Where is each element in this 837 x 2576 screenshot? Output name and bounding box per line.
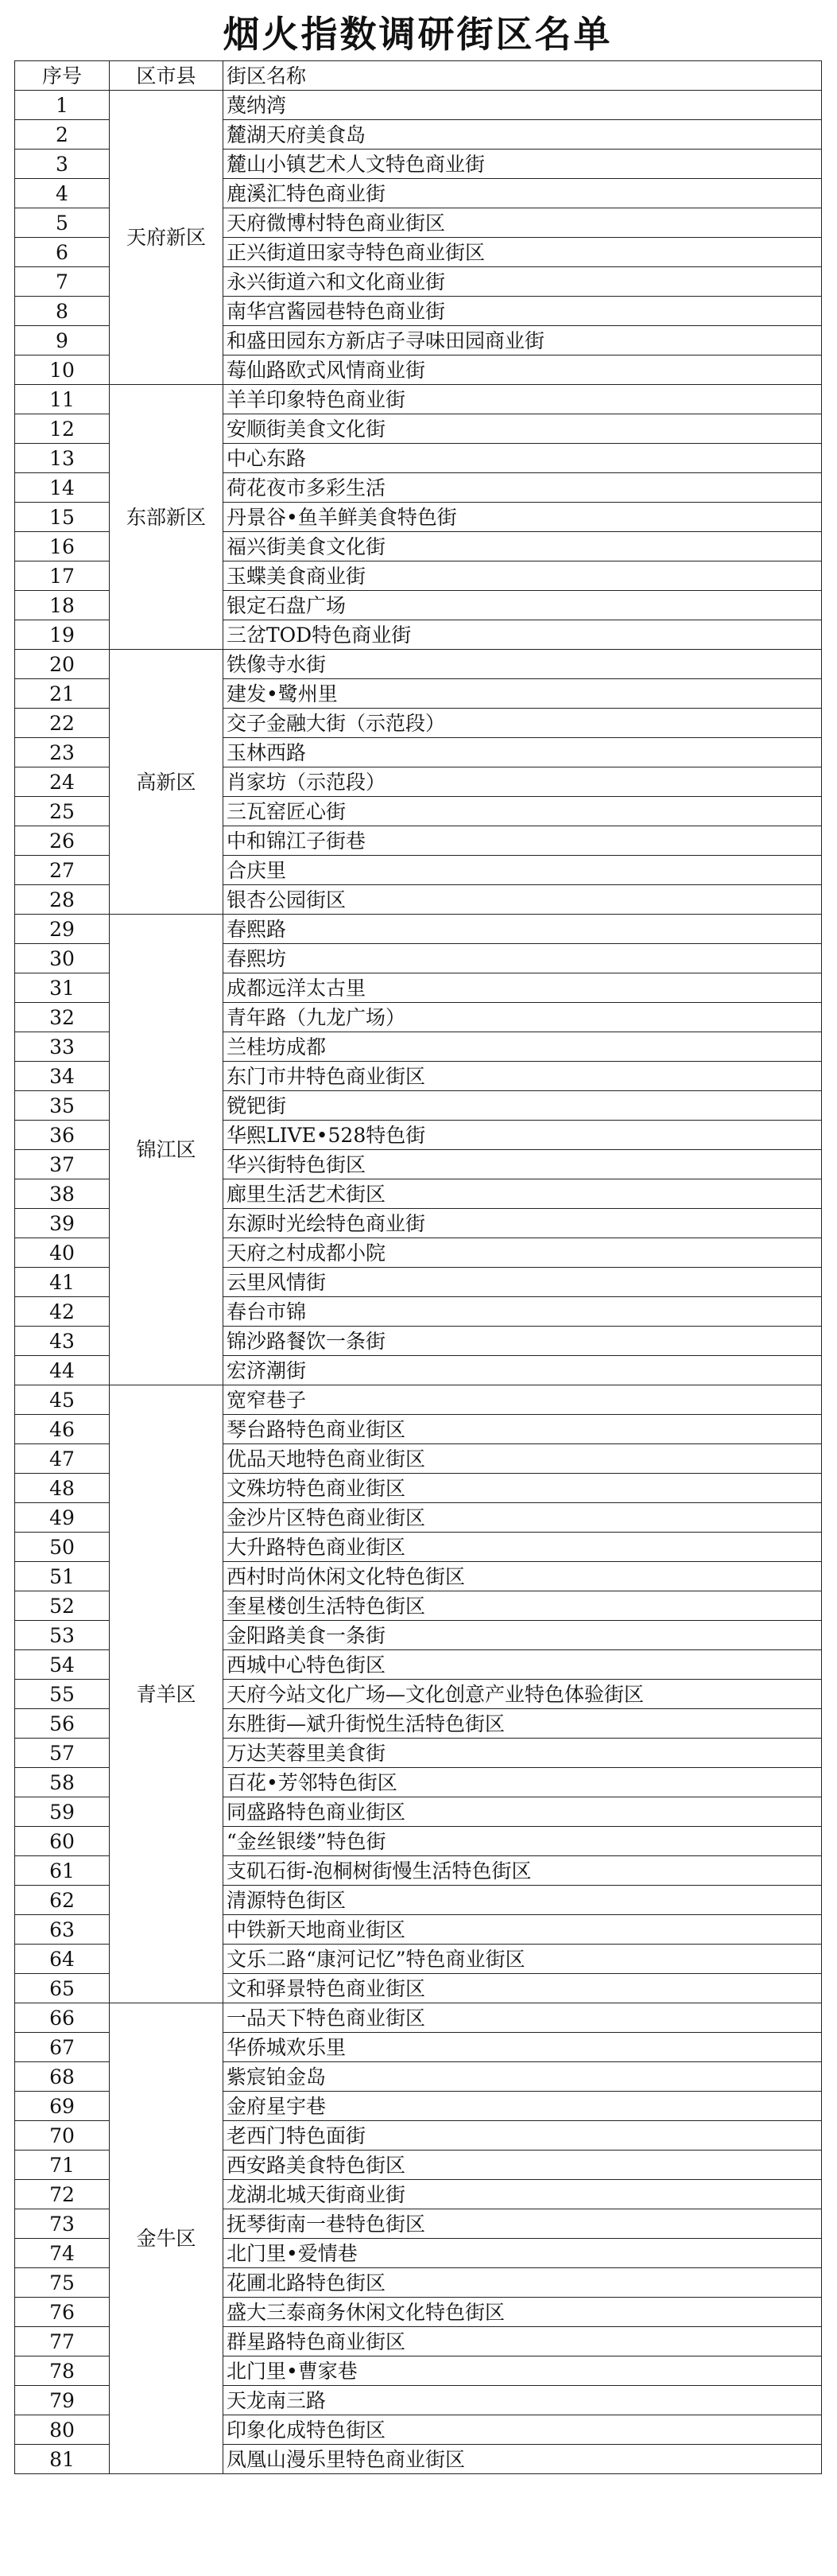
street-name-cell: 成都远洋太古里 <box>223 973 822 1003</box>
street-name-cell: 南华宫酱园巷特色商业街 <box>223 297 822 326</box>
serial-number-cell: 25 <box>15 797 110 826</box>
serial-number-cell: 72 <box>15 2180 110 2209</box>
serial-number-cell: 54 <box>15 1650 110 1680</box>
serial-number-cell: 46 <box>15 1415 110 1444</box>
street-name-cell: 天龙南三路 <box>223 2386 822 2415</box>
street-name-cell: 华兴街特色街区 <box>223 1150 822 1179</box>
street-list-table <box>14 60 822 2474</box>
serial-number-cell: 30 <box>15 944 110 973</box>
street-name-cell: 建发•鹭州里 <box>223 679 822 709</box>
street-name-cell: 东胜街—斌升街悦生活特色街区 <box>223 1709 822 1739</box>
serial-number-cell: 60 <box>15 1827 110 1856</box>
district-cell: 金牛区 <box>110 2003 223 2474</box>
street-name-cell: 天府之村成都小院 <box>223 1238 822 1268</box>
street-name-cell: 龙湖北城天街商业街 <box>223 2180 822 2209</box>
serial-number-cell: 69 <box>15 2092 110 2121</box>
serial-number-cell: 77 <box>15 2327 110 2356</box>
street-name-cell: 铁像寺水街 <box>223 650 822 679</box>
serial-number-cell: 63 <box>15 1915 110 1945</box>
street-name-cell: 春台市锦 <box>223 1297 822 1327</box>
street-name-cell: 蔑纳湾 <box>223 91 822 120</box>
street-name-cell: 永兴街道六和文化商业街 <box>223 267 822 297</box>
serial-number-cell: 39 <box>15 1209 110 1238</box>
table-row <box>15 650 822 679</box>
district-cell: 高新区 <box>110 650 223 915</box>
serial-number-cell: 23 <box>15 738 110 767</box>
serial-number-cell: 13 <box>15 444 110 473</box>
street-name-cell: 镋钯街 <box>223 1091 822 1121</box>
street-name-cell: 天府今站文化广场—文化创意产业特色体验街区 <box>223 1680 822 1709</box>
street-name-cell: 盛大三泰商务休闲文化特色街区 <box>223 2298 822 2327</box>
serial-number-cell: 80 <box>15 2415 110 2445</box>
district-cell: 东部新区 <box>110 385 223 650</box>
serial-number-cell: 6 <box>15 238 110 267</box>
serial-number-cell: 61 <box>15 1856 110 1886</box>
page-title: 烟火指数调研街区名单 <box>223 13 613 56</box>
serial-number-cell: 38 <box>15 1179 110 1209</box>
serial-number-cell: 33 <box>15 1032 110 1062</box>
header-street-name: 街区名称 <box>223 61 822 91</box>
serial-number-cell: 59 <box>15 1797 110 1827</box>
street-name-cell: 麓湖天府美食岛 <box>223 120 822 150</box>
street-name-cell: 大升路特色商业街区 <box>223 1533 822 1562</box>
district-cell: 青羊区 <box>110 1385 223 2003</box>
header-serial-number: 序号 <box>15 61 110 91</box>
serial-number-cell: 57 <box>15 1739 110 1768</box>
serial-number-cell: 45 <box>15 1385 110 1415</box>
serial-number-cell: 62 <box>15 1886 110 1915</box>
serial-number-cell: 35 <box>15 1091 110 1121</box>
street-name-cell: 抚琴街南一巷特色街区 <box>223 2209 822 2239</box>
street-name-cell: 鹿溪汇特色商业街 <box>223 179 822 208</box>
serial-number-cell: 75 <box>15 2268 110 2298</box>
street-name-cell: 琴台路特色商业街区 <box>223 1415 822 1444</box>
serial-number-cell: 65 <box>15 1974 110 2003</box>
street-name-cell: 莓仙路欧式风情商业街 <box>223 356 822 385</box>
street-name-cell: 中心东路 <box>223 444 822 473</box>
serial-number-cell: 15 <box>15 503 110 532</box>
street-name-cell: 清源特色街区 <box>223 1886 822 1915</box>
serial-number-cell: 20 <box>15 650 110 679</box>
street-name-cell: 花圃北路特色街区 <box>223 2268 822 2298</box>
street-name-cell: 荷花夜市多彩生活 <box>223 473 822 503</box>
serial-number-cell: 10 <box>15 356 110 385</box>
serial-number-cell: 24 <box>15 767 110 797</box>
serial-number-cell: 53 <box>15 1621 110 1650</box>
street-name-cell: 廊里生活艺术街区 <box>223 1179 822 1209</box>
serial-number-cell: 52 <box>15 1591 110 1621</box>
serial-number-cell: 34 <box>15 1062 110 1091</box>
serial-number-cell: 70 <box>15 2121 110 2151</box>
street-name-cell: 东门市井特色商业街区 <box>223 1062 822 1091</box>
street-name-cell: 银杏公园街区 <box>223 885 822 915</box>
street-name-cell: 羊羊印象特色商业街 <box>223 385 822 414</box>
serial-number-cell: 50 <box>15 1533 110 1562</box>
serial-number-cell: 4 <box>15 179 110 208</box>
street-name-cell: 东源时光绘特色商业街 <box>223 1209 822 1238</box>
serial-number-cell: 36 <box>15 1121 110 1150</box>
street-name-cell: 万达芙蓉里美食街 <box>223 1739 822 1768</box>
street-name-cell: 肖家坊（示范段） <box>223 767 822 797</box>
district-cell: 锦江区 <box>110 915 223 1385</box>
street-name-cell: 兰桂坊成都 <box>223 1032 822 1062</box>
table-row <box>15 1385 822 1415</box>
serial-number-cell: 16 <box>15 532 110 561</box>
street-name-cell: 三岔TOD特色商业街 <box>223 620 822 650</box>
serial-number-cell: 1 <box>15 91 110 120</box>
serial-number-cell: 5 <box>15 208 110 238</box>
street-name-cell: 印象化成特色街区 <box>223 2415 822 2445</box>
serial-number-cell: 76 <box>15 2298 110 2327</box>
serial-number-cell: 79 <box>15 2386 110 2415</box>
street-name-cell: 文和驿景特色商业街区 <box>223 1974 822 2003</box>
street-name-cell: 春熙坊 <box>223 944 822 973</box>
serial-number-cell: 41 <box>15 1268 110 1297</box>
street-name-cell: 文殊坊特色商业街区 <box>223 1474 822 1503</box>
serial-number-cell: 21 <box>15 679 110 709</box>
street-name-cell: 青年路（九龙广场） <box>223 1003 822 1032</box>
street-name-cell: 优品天地特色商业街区 <box>223 1444 822 1474</box>
serial-number-cell: 8 <box>15 297 110 326</box>
serial-number-cell: 74 <box>15 2239 110 2268</box>
serial-number-cell: 67 <box>15 2033 110 2062</box>
street-name-cell: 金沙片区特色商业街区 <box>223 1503 822 1533</box>
serial-number-cell: 42 <box>15 1297 110 1327</box>
table-header-row <box>15 61 822 91</box>
serial-number-cell: 29 <box>15 915 110 944</box>
street-name-cell: 中铁新天地商业街区 <box>223 1915 822 1945</box>
street-name-cell: 金府星宇巷 <box>223 2092 822 2121</box>
serial-number-cell: 31 <box>15 973 110 1003</box>
street-name-cell: 三瓦窑匠心街 <box>223 797 822 826</box>
serial-number-cell: 7 <box>15 267 110 297</box>
serial-number-cell: 44 <box>15 1356 110 1385</box>
serial-number-cell: 56 <box>15 1709 110 1739</box>
street-name-cell: 银定石盘广场 <box>223 591 822 620</box>
serial-number-cell: 32 <box>15 1003 110 1032</box>
street-name-cell: 玉林西路 <box>223 738 822 767</box>
table-row <box>15 91 822 120</box>
street-name-cell: 中和锦江子街巷 <box>223 826 822 856</box>
street-name-cell: 和盛田园东方新店子寻味田园商业街 <box>223 326 822 356</box>
street-name-cell: 文乐二路“康河记忆”特色商业街区 <box>223 1945 822 1974</box>
street-name-cell: 锦沙路餐饮一条街 <box>223 1327 822 1356</box>
serial-number-cell: 12 <box>15 414 110 444</box>
street-name-cell: 支矶石街-泡桐树街慢生活特色街区 <box>223 1856 822 1886</box>
street-name-cell: “金丝银缕”特色街 <box>223 1827 822 1856</box>
street-name-cell: 西安路美食特色街区 <box>223 2151 822 2180</box>
street-name-cell: 凤凰山漫乐里特色商业街区 <box>223 2445 822 2474</box>
street-name-cell: 春熙路 <box>223 915 822 944</box>
street-name-cell: 同盛路特色商业街区 <box>223 1797 822 1827</box>
serial-number-cell: 73 <box>15 2209 110 2239</box>
street-name-cell: 老西门特色面街 <box>223 2121 822 2151</box>
street-name-cell: 丹景谷•鱼羊鲜美食特色街 <box>223 503 822 532</box>
street-name-cell: 百花•芳邻特色街区 <box>223 1768 822 1797</box>
serial-number-cell: 22 <box>15 709 110 738</box>
serial-number-cell: 18 <box>15 591 110 620</box>
serial-number-cell: 17 <box>15 561 110 591</box>
street-name-cell: 金阳路美食一条街 <box>223 1621 822 1650</box>
table-row <box>15 915 822 944</box>
street-name-cell: 西村时尚休闲文化特色街区 <box>223 1562 822 1591</box>
serial-number-cell: 26 <box>15 826 110 856</box>
serial-number-cell: 28 <box>15 885 110 915</box>
street-name-cell: 北门里•爱情巷 <box>223 2239 822 2268</box>
serial-number-cell: 68 <box>15 2062 110 2092</box>
street-name-cell: 西城中心特色街区 <box>223 1650 822 1680</box>
serial-number-cell: 55 <box>15 1680 110 1709</box>
serial-number-cell: 71 <box>15 2151 110 2180</box>
table-row <box>15 385 822 414</box>
street-name-cell: 云里风情街 <box>223 1268 822 1297</box>
serial-number-cell: 37 <box>15 1150 110 1179</box>
serial-number-cell: 64 <box>15 1945 110 1974</box>
serial-number-cell: 66 <box>15 2003 110 2033</box>
district-cell: 天府新区 <box>110 91 223 385</box>
street-name-cell: 一品天下特色商业街区 <box>223 2003 822 2033</box>
serial-number-cell: 9 <box>15 326 110 356</box>
street-name-cell: 玉蝶美食商业街 <box>223 561 822 591</box>
street-name-cell: 宽窄巷子 <box>223 1385 822 1415</box>
serial-number-cell: 48 <box>15 1474 110 1503</box>
street-name-cell: 奎星楼创生活特色街区 <box>223 1591 822 1621</box>
serial-number-cell: 40 <box>15 1238 110 1268</box>
serial-number-cell: 47 <box>15 1444 110 1474</box>
street-name-cell: 紫宸铂金岛 <box>223 2062 822 2092</box>
street-name-cell: 北门里•曹家巷 <box>223 2356 822 2386</box>
serial-number-cell: 43 <box>15 1327 110 1356</box>
serial-number-cell: 2 <box>15 120 110 150</box>
street-name-cell: 宏济潮街 <box>223 1356 822 1385</box>
serial-number-cell: 51 <box>15 1562 110 1591</box>
serial-number-cell: 14 <box>15 473 110 503</box>
header-district: 区市县 <box>110 61 223 91</box>
serial-number-cell: 3 <box>15 150 110 179</box>
serial-number-cell: 78 <box>15 2356 110 2386</box>
street-name-cell: 华侨城欢乐里 <box>223 2033 822 2062</box>
serial-number-cell: 58 <box>15 1768 110 1797</box>
street-name-cell: 华熙LIVE•528特色街 <box>223 1121 822 1150</box>
street-name-cell: 合庆里 <box>223 856 822 885</box>
serial-number-cell: 27 <box>15 856 110 885</box>
street-name-cell: 福兴街美食文化街 <box>223 532 822 561</box>
street-name-cell: 正兴街道田家寺特色商业街区 <box>223 238 822 267</box>
serial-number-cell: 19 <box>15 620 110 650</box>
street-name-cell: 天府微博村特色商业街区 <box>223 208 822 238</box>
street-name-cell: 群星路特色商业街区 <box>223 2327 822 2356</box>
street-name-cell: 交子金融大街（示范段） <box>223 709 822 738</box>
serial-number-cell: 49 <box>15 1503 110 1533</box>
serial-number-cell: 81 <box>15 2445 110 2474</box>
table-row <box>15 2003 822 2033</box>
street-name-cell: 安顺街美食文化街 <box>223 414 822 444</box>
street-name-cell: 麓山小镇艺术人文特色商业街 <box>223 150 822 179</box>
serial-number-cell: 11 <box>15 385 110 414</box>
